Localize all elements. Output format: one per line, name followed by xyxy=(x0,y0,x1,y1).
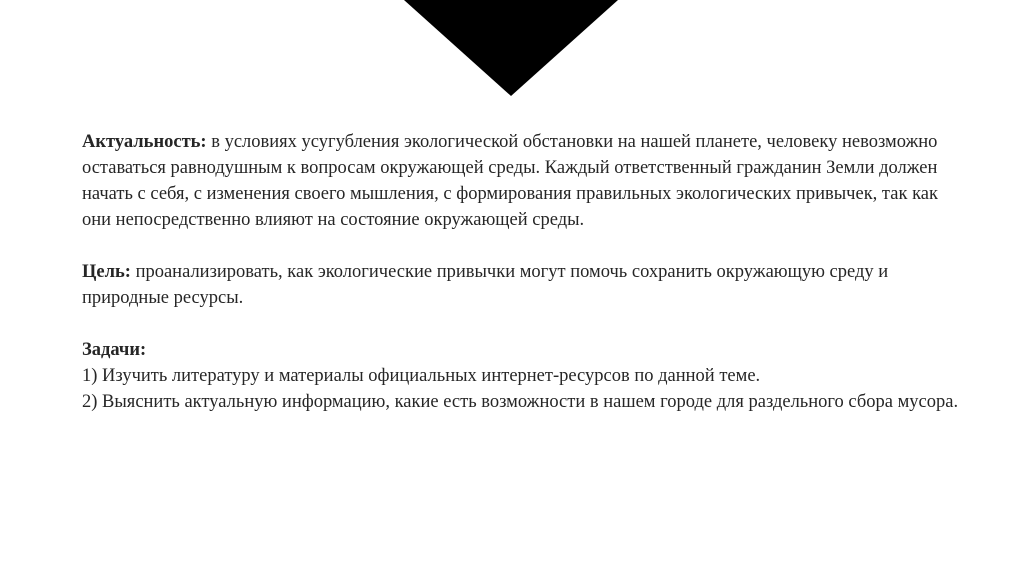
tasks-label: Задачи: xyxy=(82,340,147,360)
goal-text: проанализировать, как экологические привычки могут помочь сохранить окружающую среду и природные ресурсы. xyxy=(82,262,889,308)
triangle-decoration xyxy=(404,0,618,96)
relevance-text: в условиях усугубления экологической обстановки на нашей планете, человеку невозможно оставаться равнодушным к вопросам окружающей среды. Каждый ответственный гражданин Земли должен начать с себя, с изменения своего мышления, с формирования правильных экологических привычек, так как они непосредственно влияют на состояние окружающей среды. xyxy=(82,132,938,230)
task-item-2: 2) Выяснить актуальную информацию, какие есть возможности в нашем городе для раздельного сбора мусора. xyxy=(82,392,959,412)
relevance-paragraph xyxy=(82,129,962,233)
slide-content xyxy=(82,129,962,415)
goal-paragraph xyxy=(82,259,962,311)
relevance-label: Актуальность: xyxy=(82,132,207,152)
goal-label: Цель: xyxy=(82,262,131,282)
task-item-1: 1) Изучить литературу и материалы официальных интернет-ресурсов по данной теме. xyxy=(82,366,761,386)
